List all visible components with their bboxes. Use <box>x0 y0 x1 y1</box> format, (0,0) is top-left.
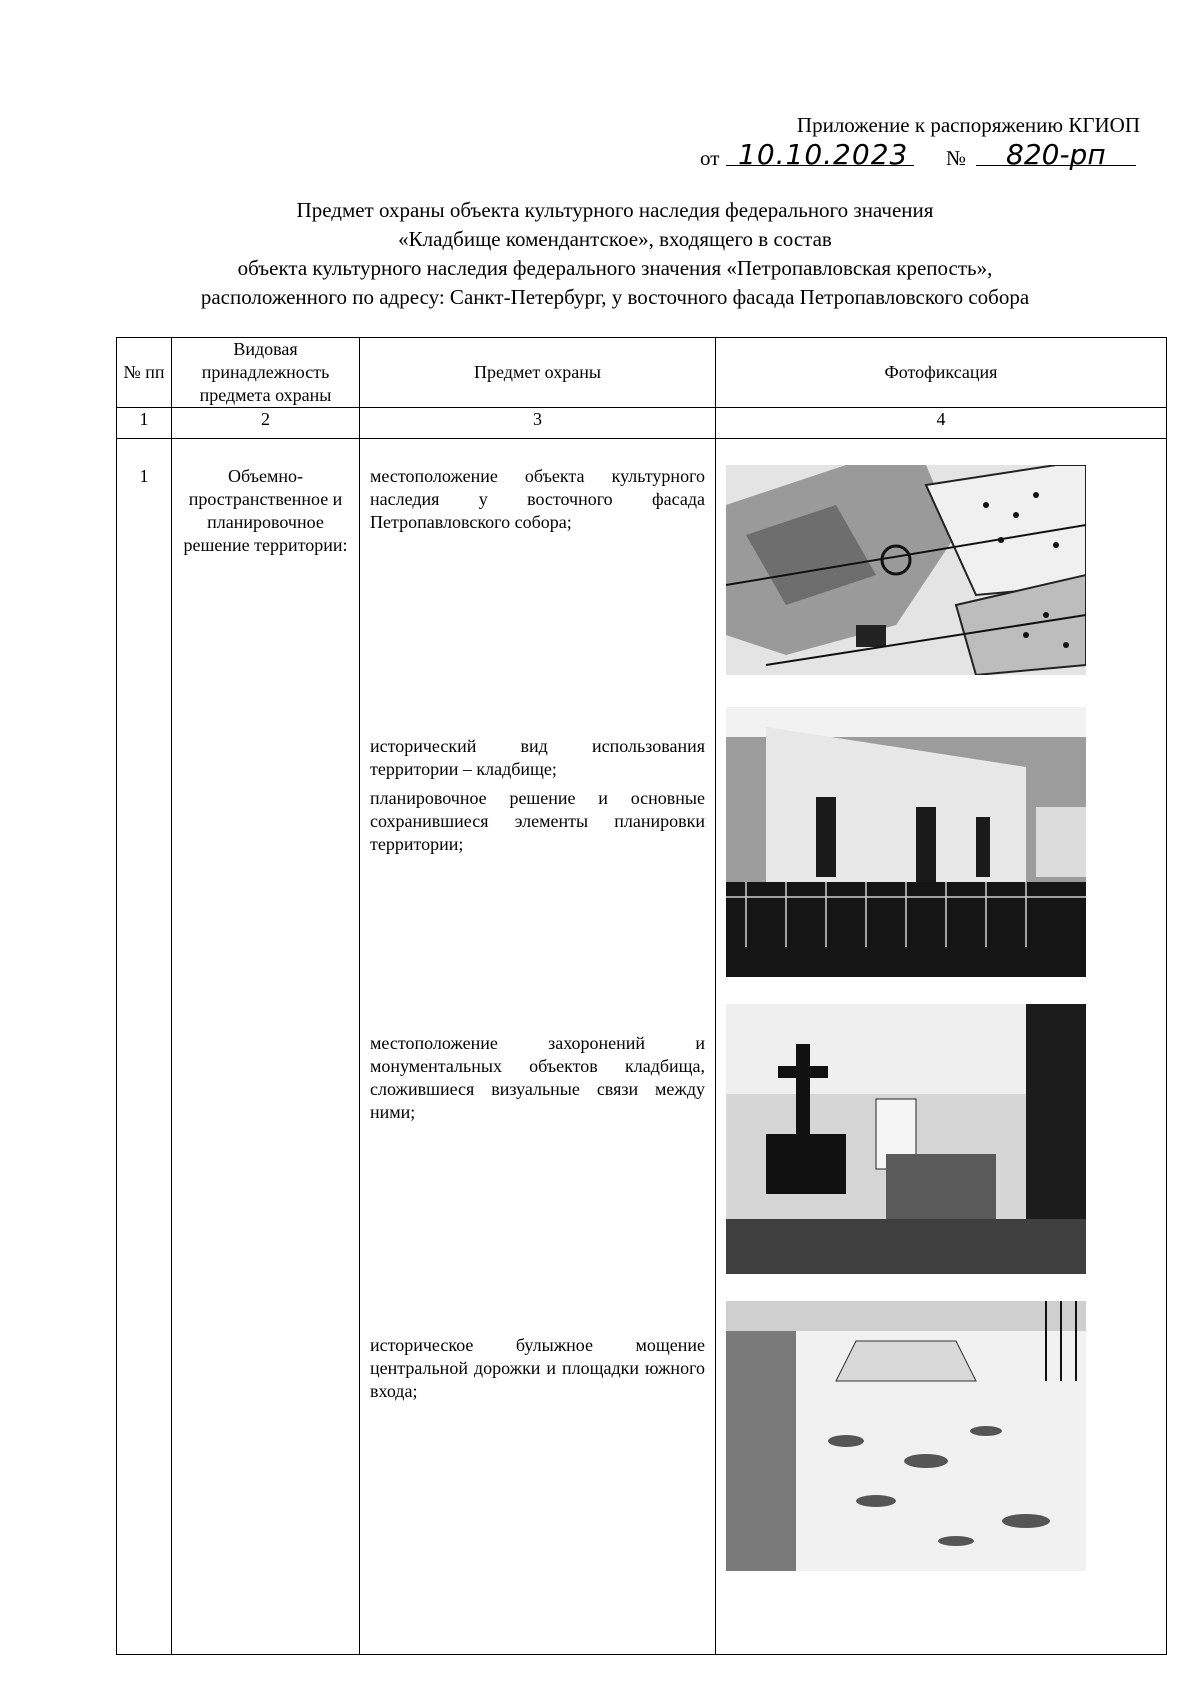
header-subject: Предмет охраны <box>360 338 716 408</box>
header-type: Видовая принадлежность предмета охраны <box>172 338 360 408</box>
title-line: объекта культурного наследия федерального значения «Петропавловская крепость», <box>237 256 993 280</box>
number-symbol: № <box>946 146 967 170</box>
subject-item: местоположение захоронений и монументальных объектов кладбища, сложившиеся визуальные связи между ними; <box>370 1033 705 1122</box>
column-number: 4 <box>716 408 1167 439</box>
date-prefix: от <box>700 146 720 170</box>
appendix-label: Приложение к распоряжению КГИОП <box>796 113 1140 137</box>
row-number: 1 <box>117 439 172 1655</box>
title-line: Предмет охраны объекта культурного наследия федерального значения <box>296 198 934 222</box>
cobblestone-path-photo <box>726 1301 1086 1571</box>
row-type: Объемно-пространственное и планировочное решение территории: <box>172 439 360 1655</box>
column-number: 2 <box>172 408 360 439</box>
document-reference <box>700 138 1140 172</box>
title-line: расположенного по адресу: Санкт-Петербург, у восточного фасада Петропавловского собора <box>200 285 1030 309</box>
column-number-row <box>117 408 1167 439</box>
subject-item: планировочное решение и основные сохранившиеся элементы планировки территории; <box>370 788 705 854</box>
cathedral-facade-photo <box>726 707 1086 977</box>
document-title <box>120 196 1110 312</box>
order-number: 820-рп <box>1006 138 1106 171</box>
column-number: 1 <box>117 408 172 439</box>
table-header-row <box>117 338 1167 408</box>
protection-subject-table <box>116 337 1167 1655</box>
table-row <box>117 439 1167 1655</box>
subject-item: историческое булыжное мощение центральной дорожки и площадки южного входа; <box>370 1335 705 1401</box>
column-number: 3 <box>360 408 716 439</box>
subject-item: исторический вид использования территории – кладбище; <box>370 736 705 779</box>
header-number: № пп <box>117 338 172 408</box>
header-photo: Фотофиксация <box>716 338 1167 408</box>
subject-cell <box>360 439 716 1655</box>
title-line: «Кладбище комендантское», входящего в состав <box>398 227 832 251</box>
site-plan-map-image <box>726 465 1086 675</box>
photo-cell <box>716 439 1167 1655</box>
subject-item: местоположение объекта культурного наследия у восточного фасада Петропавловского собора; <box>370 466 705 532</box>
order-date: 10.10.2023 <box>738 138 909 171</box>
graves-crosses-photo <box>726 1004 1086 1274</box>
